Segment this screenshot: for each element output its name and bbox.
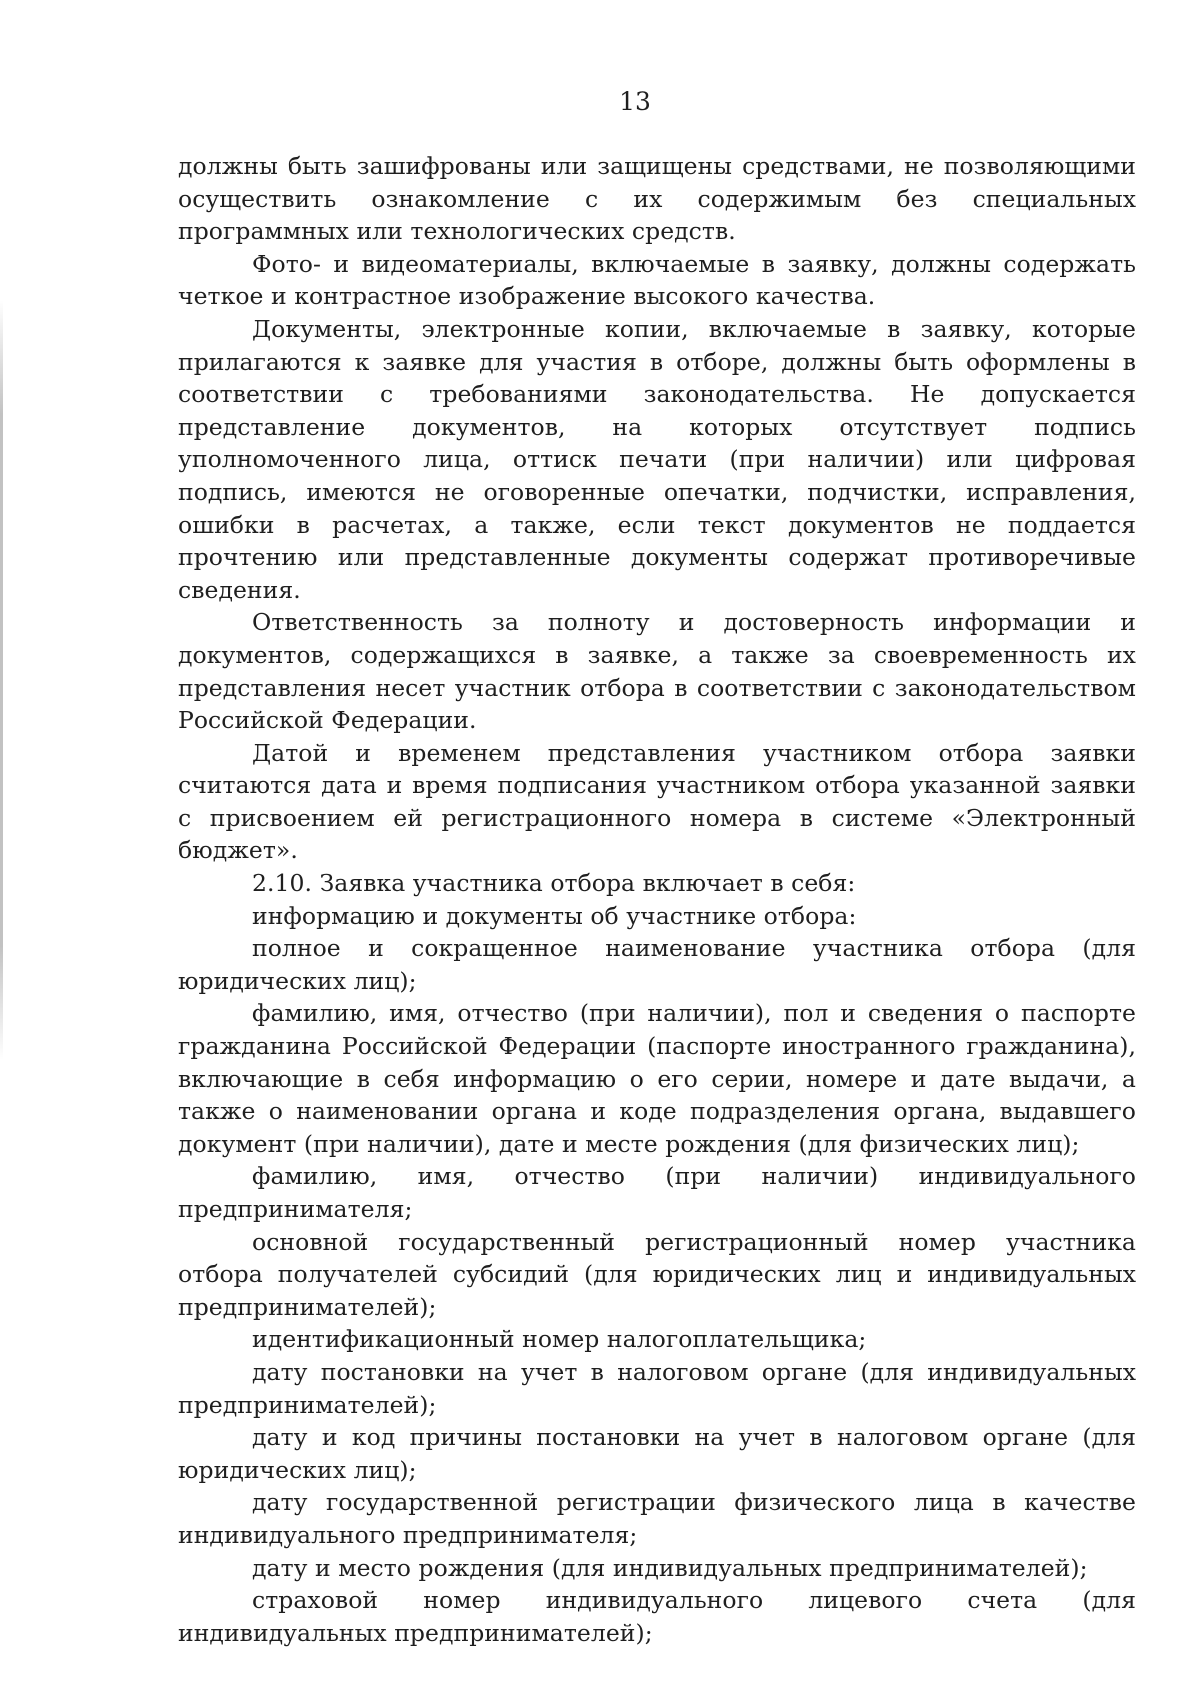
list-item-full-name: полное и сокращенное наименование участника отбора (для юридических лиц); [178,934,1136,995]
list-item-state-registration-date: дату государственной регистрации физического лица в качестве индивидуального предпринимателя; [178,1488,1136,1549]
paragraph-documents-requirements: Документы, электронные копии, включаемые в заявку, которые прилагаются к заявке для участия в отборе, должны быть оформлены в соответствии с требованиями законодательства. Не допускается представление документов, на которых отсутствует подпись уполномоченного лица, оттиск печати (при наличии) или цифровая подпись, имеются не оговоренные опечатки, подчистки, исправления, ошибки в расчетах, а также, если текст документов не поддается прочтению или представленные документы содержат противоречивые сведения. [178,314,1136,604]
list-item-passport: фамилию, имя, отчество (при наличии), пол и сведения о паспорте гражданина Российской Федерации (паспорте иностранного гражданина), включающие в себя информацию о его серии, номере и дате выдачи, а также о наименовании органа и коде подразделения органа, выдавшего документ (при наличии), дате и месте рождения (для физических лиц); [178,999,1136,1158]
scan-edge-shadow [0,300,3,1060]
document-body [178,150,1136,1649]
paragraph-participant-info: информацию и документы об участнике отбора: [252,901,857,930]
list-item-entrepreneur-name: фамилию, имя, отчество (при наличии) индивидуального предпринимателя; [178,1162,1136,1223]
list-item-birth-date-place: дату и место рождения (для индивидуальных предпринимателей); [252,1553,1088,1582]
page-number: 13 [619,87,651,116]
paragraph-section-2-10: 2.10. Заявка участника отбора включает в себя: [252,869,856,898]
list-item-inn: идентификационный номер налогоплательщика; [252,1325,867,1354]
paragraph-responsibility: Ответственность за полноту и достоверность информации и документов, содержащихся в заявке, а также за своевременность их представления несет участник отбора в соответствии с законодательством Российской Федерации. [178,608,1136,735]
paragraph-photo-video: Фото- и видеоматериалы, включаемые в заявку, должны содержать четкое и контрастное изображение высокого качества. [178,249,1136,311]
list-item-tax-reason-code: дату и код причины постановки на учет в налоговом органе (для юридических лиц); [178,1423,1136,1484]
list-item-tax-registration-date: дату постановки на учет в налоговом органе (для индивидуальных предпринимателей); [178,1357,1136,1419]
list-item-ogrn: основной государственный регистрационный номер участника отбора получателей субсидий (для юридических лиц и индивидуальных предпринимателей); [178,1227,1136,1321]
list-item-snils: страховой номер индивидуального лицевого счета (для индивидуальных предпринимателей); [178,1586,1136,1647]
paragraph-encryption: должны быть зашифрованы или защищены средствами, не позволяющими осуществить ознакомление с их содержимым без специальных программных или технологических средств. [178,152,1136,246]
paragraph-submission-date: Датой и временем представления участником отбора заявки считаются дата и время подписания участником отбора указанной заявки с присвоением ей регистрационного номера в системе «Электронный бюджет». [178,738,1136,865]
